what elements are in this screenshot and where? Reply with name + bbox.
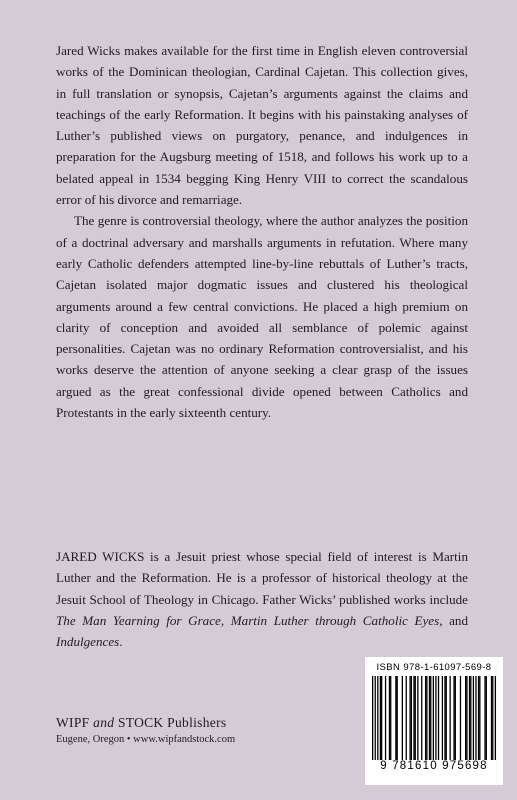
- barcode-bar: [413, 676, 414, 760]
- barcode-bar: [469, 676, 470, 760]
- barcode-bar: [446, 676, 447, 760]
- blurb-paragraph-1: Jared Wicks makes available for the first time in English eleven controversial works of the Dominican theologian, Cardinal Cajetan. This collection gives, in full translation or synopsis, Cajetan’s arguments against the claims and teachings of the early Reformation. It begins with his painstaking analyses of Luther’s published views on purgatory, penance, and indulgences in preparation for the Augsburg meeting of 1518, and follows his work up to a belated appeal in 1534 begging King Henry VIII to correct the scandalous error of his divorce and remarriage.: [56, 43, 468, 208]
- barcode-bar: [421, 676, 422, 760]
- barcode-bar: [429, 676, 430, 760]
- bio-separator: , and: [439, 612, 469, 628]
- publisher-location: Eugene, Oregon: [56, 734, 125, 745]
- barcode-bar: [473, 676, 474, 760]
- barcode-bar: [492, 676, 493, 760]
- barcode-bar: [372, 676, 373, 760]
- barcode-bar: [417, 676, 418, 760]
- bullet-separator: •: [124, 734, 134, 745]
- barcode-bars: [372, 676, 496, 760]
- barcode-bar: [450, 676, 451, 760]
- book-title-man-yearning: The Man Yearning for Grace: [56, 612, 221, 628]
- barcode-bar: [491, 676, 492, 760]
- barcode-bar: [486, 676, 487, 760]
- publisher-contact: [56, 734, 296, 745]
- barcode-bar: [375, 676, 376, 760]
- barcode-bar: [460, 676, 461, 760]
- barcode-bar: [484, 676, 485, 760]
- publisher-name-and: and: [93, 715, 115, 730]
- barcode-bar: [425, 676, 426, 760]
- barcode-bar: [442, 676, 443, 760]
- bio-text: JARED WICKS is a Jesuit priest whose special field of interest is Martin Luther and the Reformation. He is a professor of historical theology at the Jesuit School of Theology in Chicago. Father Wicks’ published works include: [56, 549, 468, 607]
- publisher-name: [56, 715, 296, 731]
- barcode-bar: [444, 676, 445, 760]
- barcode-bar: [475, 676, 476, 760]
- book-title-indulgences: Indulgences: [56, 634, 120, 650]
- barcode-bar: [385, 676, 386, 760]
- author-bio: [56, 546, 468, 652]
- barcode-bar: [389, 676, 390, 760]
- barcode-bar: [395, 676, 396, 760]
- publisher-block: [56, 715, 296, 745]
- book-title-luther-catholic-eyes: Martin Luther through Catholic Eyes: [230, 612, 440, 628]
- bio-end: .: [119, 634, 123, 650]
- barcode-bar: [415, 676, 416, 760]
- barcode-bar: [433, 676, 434, 760]
- isbn-barcode: [365, 657, 503, 785]
- barcode-bar: [397, 676, 398, 760]
- barcode-bar: [402, 676, 403, 760]
- isbn-label: ISBN 978-1-61097-569-8: [376, 662, 492, 673]
- barcode-bar: [478, 676, 479, 760]
- barcode-bar: [466, 676, 467, 760]
- barcode-bar: [470, 676, 471, 760]
- barcode-bar: [435, 676, 436, 760]
- barcode-bar: [426, 676, 427, 760]
- barcode-bar: [390, 676, 391, 760]
- publisher-name-part: STOCK Publishers: [114, 715, 227, 730]
- description-blurb: [56, 40, 468, 423]
- barcode-bar: [438, 676, 439, 760]
- publisher-website: www.wipfandstock.com: [133, 734, 236, 745]
- barcode-bar: [495, 676, 496, 760]
- barcode-bar: [409, 676, 410, 760]
- publisher-name-part: WIPF: [56, 715, 94, 730]
- barcode-bar: [381, 676, 382, 760]
- barcode-bar: [453, 676, 454, 760]
- bio-separator: ,: [220, 612, 231, 628]
- barcode-bar: [411, 676, 412, 760]
- barcode-bar: [380, 676, 381, 760]
- barcode-bar: [430, 676, 431, 760]
- blurb-paragraph-2: The genre is controversial theology, where the author analyzes the position of a doctrinal adversary and marshalls arguments in refutation. Where many early Catholic defenders attempted line-by-line rebuttals of Luther’s tracts, Cajetan isolated major dogmatic issues and clustered his theological arguments around a few central convictions. He placed a high premium on clarity of conception and avoided all semblance of polemic against personalities. Cajetan was no ordinary Reformation controversialist, and his works deserve the attention of anyone seeking a clear grasp of the issues argued as the great confessional divide opened between Catholics and Protestants in the early sixteenth century.: [56, 213, 468, 421]
- barcode-bar: [455, 676, 456, 760]
- barcode-digits: 9 781610 975698: [380, 760, 488, 772]
- barcode-graphic: [372, 676, 496, 760]
- barcode-bar: [465, 676, 466, 760]
- barcode-bar: [479, 676, 480, 760]
- author-bio-paragraph: [56, 546, 468, 652]
- barcode-bar: [377, 676, 378, 760]
- barcode-bar: [406, 676, 407, 760]
